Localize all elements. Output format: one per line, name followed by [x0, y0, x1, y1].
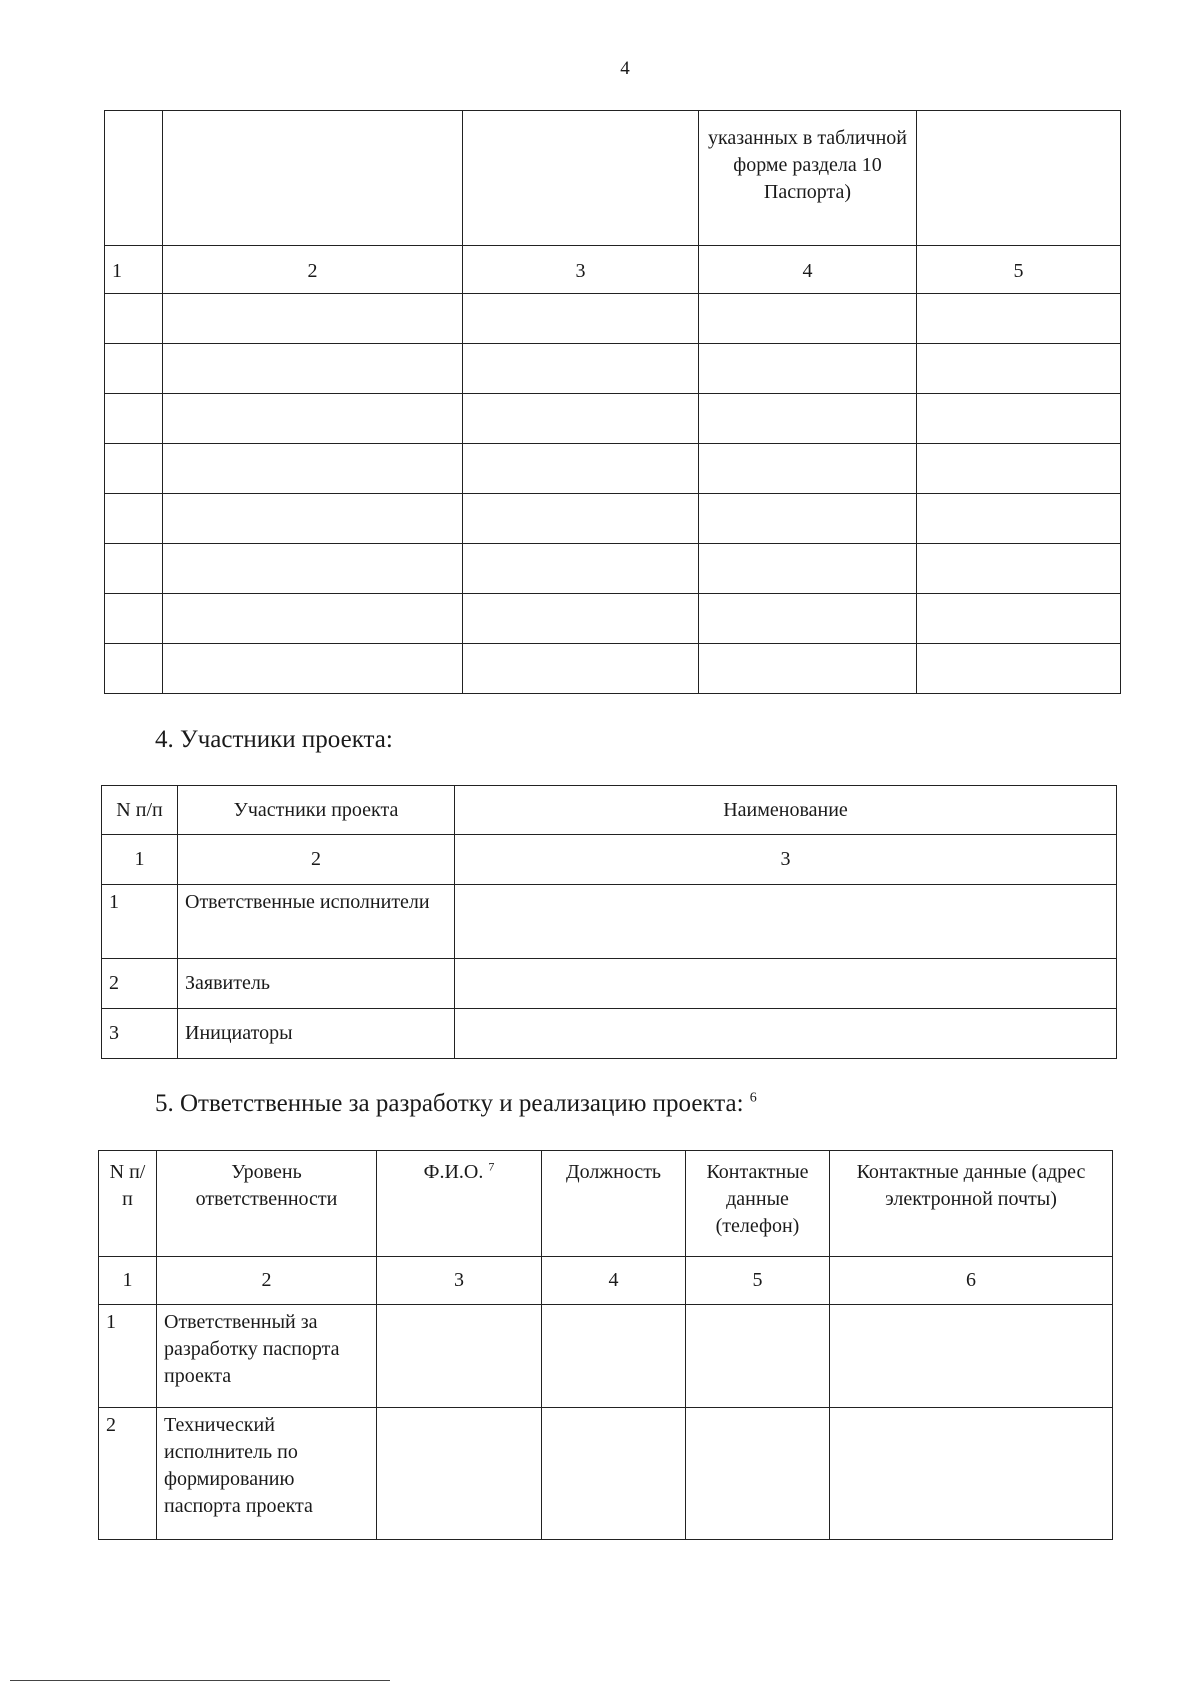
table-row	[102, 959, 1117, 1009]
column-number: 2	[157, 1257, 377, 1305]
section-4-title: 4. Участники проекта:	[155, 726, 393, 753]
header-cell-2	[163, 111, 463, 246]
participants-table	[101, 785, 1117, 1059]
header-cell-4: указанных в табличной форме раздела 10 Паспорта)	[699, 111, 917, 246]
participant-name	[455, 1009, 1117, 1059]
column-number: 5	[686, 1257, 830, 1305]
column-number: 1	[102, 835, 178, 885]
participant-label: Инициаторы	[178, 1009, 455, 1059]
table-row	[105, 294, 1121, 344]
footnote-separator	[10, 1680, 390, 1681]
participant-name	[455, 885, 1117, 959]
column-number: 5	[917, 246, 1121, 294]
header-position: Должность	[542, 1151, 686, 1257]
row-number: 2	[99, 1408, 157, 1540]
column-number: 1	[105, 246, 163, 294]
responsibility-level: Технический исполнитель по формированию паспорта проекта	[157, 1408, 377, 1540]
header-email: Контактные данные (адрес электронной почты)	[830, 1151, 1113, 1257]
footnote-ref-6: 6	[749, 1090, 757, 1106]
table-row	[105, 494, 1121, 544]
column-number: 1	[99, 1257, 157, 1305]
header-phone: Контактные данные (телефон)	[686, 1151, 830, 1257]
section-5-title	[155, 1090, 757, 1118]
participant-name	[455, 959, 1117, 1009]
participant-label: Заявитель	[178, 959, 455, 1009]
header-cell-5	[917, 111, 1121, 246]
header-fio-label: Ф.И.О.	[423, 1161, 484, 1183]
participant-label: Ответственные исполнители	[178, 885, 455, 959]
table-row	[105, 444, 1121, 494]
section-5-title-text: 5. Ответственные за разработку и реализацию проекта:	[155, 1090, 744, 1117]
header-fio	[377, 1151, 542, 1257]
table-row	[105, 644, 1121, 694]
footnote-ref-7: 7	[488, 1159, 495, 1174]
row-number: 2	[102, 959, 178, 1009]
table-row	[99, 1408, 1113, 1540]
table-row	[102, 885, 1117, 959]
table-row	[105, 544, 1121, 594]
table-row	[105, 344, 1121, 394]
header-level: Уровень ответственности	[157, 1151, 377, 1257]
header-participants: Участники проекта	[178, 786, 455, 835]
table-row	[99, 1305, 1113, 1408]
column-number: 3	[455, 835, 1117, 885]
row-number: 1	[102, 885, 178, 959]
passport-table-continued	[104, 110, 1121, 694]
responsible-table	[98, 1150, 1113, 1540]
column-number: 4	[699, 246, 917, 294]
table-row	[105, 594, 1121, 644]
row-number: 3	[102, 1009, 178, 1059]
column-number: 3	[463, 246, 699, 294]
page-number: 4	[620, 58, 630, 79]
header-cell-3	[463, 111, 699, 246]
header-name: Наименование	[455, 786, 1117, 835]
column-number: 2	[178, 835, 455, 885]
table-row	[105, 394, 1121, 444]
header-number: N п/п	[102, 786, 178, 835]
column-number: 4	[542, 1257, 686, 1305]
column-number: 2	[163, 246, 463, 294]
header-number: N п/п	[99, 1151, 157, 1257]
column-number: 6	[830, 1257, 1113, 1305]
column-number: 3	[377, 1257, 542, 1305]
header-cell-1	[105, 111, 163, 246]
responsibility-level: Ответственный за разработку паспорта проекта	[157, 1305, 377, 1408]
row-number: 1	[99, 1305, 157, 1408]
table-row	[102, 1009, 1117, 1059]
